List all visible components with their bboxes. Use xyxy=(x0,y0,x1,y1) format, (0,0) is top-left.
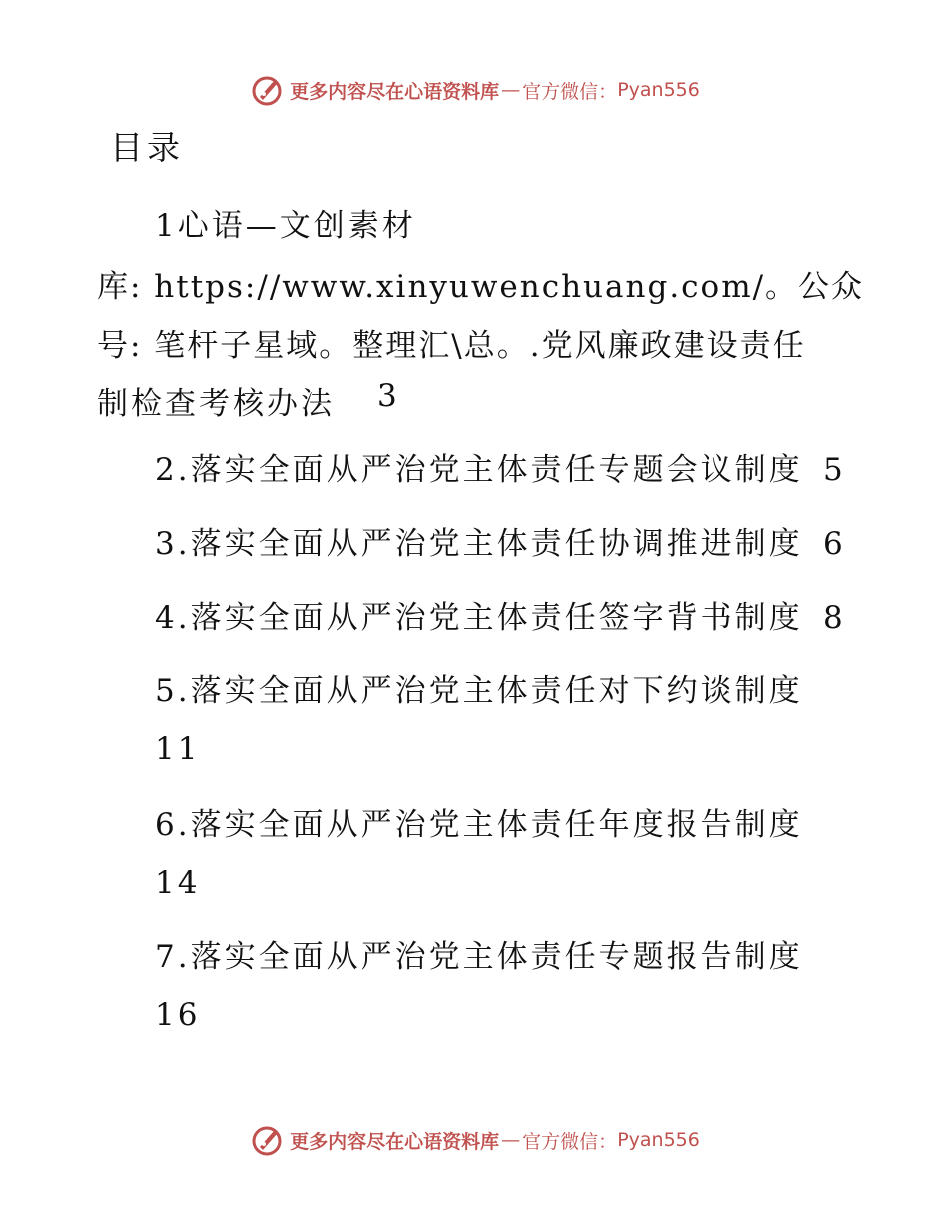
toc-entry-1-line4: 制检查考核办法 xyxy=(97,386,335,422)
toc-entry-label: 2.落实全面从严治党主体责任专题会议制度 xyxy=(155,452,803,488)
toc-entry-label: 5.落实全面从严治党主体责任对下约谈制度 xyxy=(155,673,803,709)
toc-entry-1-line2: 库: https://www.xinyuwenchuang.com/。公众 xyxy=(97,269,865,305)
toc-entry-6-page: 14 xyxy=(155,865,201,901)
pen-logo-icon xyxy=(250,1123,284,1157)
toc-entry-2-page: 5 xyxy=(823,452,846,488)
footer-banner xyxy=(0,1120,950,1160)
toc-title: 目录 xyxy=(110,128,184,167)
toc-entry-3-page: 6 xyxy=(823,526,846,562)
toc-entry-5[interactable] xyxy=(155,661,803,721)
toc-entry-label: 3.落实全面从严治党主体责任协调推进制度 xyxy=(155,526,803,562)
banner-brand-text: 更多内容尽在心语资料库 xyxy=(290,1130,500,1153)
toc-entry-7[interactable] xyxy=(155,927,803,987)
banner-wechat-label: 官方微信： xyxy=(522,1130,618,1153)
banner-wechat-id: Pyan556 xyxy=(617,1129,700,1151)
banner-wechat-label: 官方微信： xyxy=(522,80,618,103)
toc-entry-label: 6.落实全面从严治党主体责任年度报告制度 xyxy=(155,807,803,843)
banner-wechat-id: Pyan556 xyxy=(617,79,700,101)
toc-entry-6[interactable] xyxy=(155,795,803,855)
toc-entry-5-page: 11 xyxy=(155,731,201,767)
banner-dash: — xyxy=(501,79,521,101)
header-banner xyxy=(0,70,950,110)
toc-entry-label: 4.落实全面从严治党主体责任签字背书制度 xyxy=(155,600,803,636)
pen-logo-icon xyxy=(250,73,284,107)
toc-entry-2[interactable] xyxy=(155,440,803,500)
toc-entry-1-line1: 1心语—文创素材 xyxy=(155,208,416,244)
toc-entry-7-page: 16 xyxy=(155,997,201,1033)
toc-entry-1-page: 3 xyxy=(377,378,400,414)
toc-entry-4[interactable] xyxy=(155,588,803,648)
toc-entry-4-page: 8 xyxy=(823,600,846,636)
toc-entry-3[interactable] xyxy=(155,514,803,574)
banner-dash: — xyxy=(501,1129,521,1151)
toc-entry-1-line3: 号: 笔杆子星域。整理汇\总。.党风廉政建设责任 xyxy=(97,328,806,364)
banner-brand-text: 更多内容尽在心语资料库 xyxy=(290,80,500,103)
toc-entry-label: 7.落实全面从严治党主体责任专题报告制度 xyxy=(155,939,803,975)
